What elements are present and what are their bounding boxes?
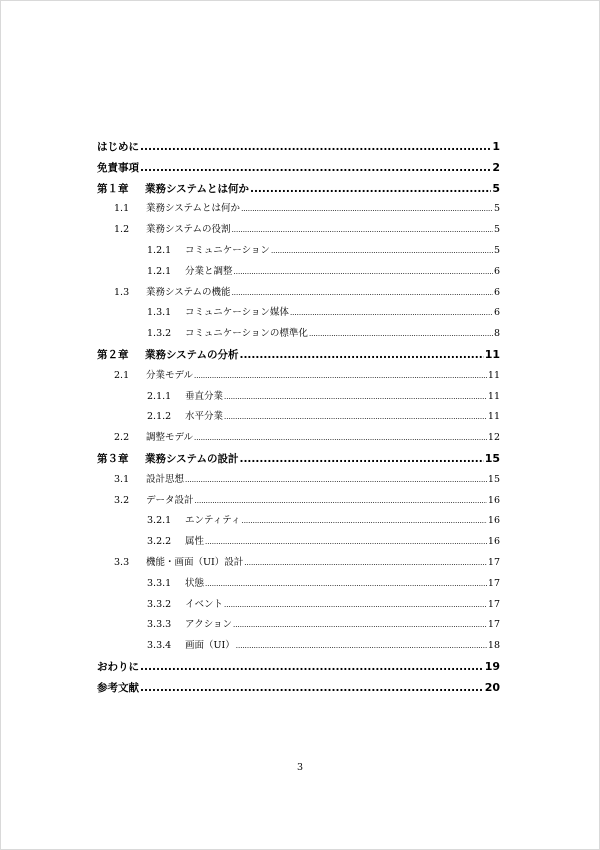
toc-entry-title: エンティティ [185,515,241,527]
toc-dot-leader [250,179,491,200]
toc-entry-title: 垂直分業 [185,390,224,402]
toc-entry-title: 水平分業 [185,411,224,423]
toc-entry-page: 16 [487,515,500,527]
toc-section-entry[interactable] [97,366,500,387]
toc-section-entry[interactable] [97,428,500,449]
toc-entry-page: 20 [484,680,500,694]
toc-entry-title: 業務システムの分析 [145,348,239,361]
toc-entry-page: 11 [487,411,500,423]
toc-entry-number: 1.3 [114,286,130,298]
toc-subsection-entry[interactable] [97,532,500,553]
toc-dot-leader [232,283,493,304]
toc-entry-page: 17 [487,577,500,589]
toc-entry-number: 1.3.2 [147,328,172,340]
toc-entry-page: 2 [492,160,500,174]
toc-dot-leader [195,491,487,512]
toc-entry-title: 業務システムとは何か [146,203,241,215]
toc-subsection-entry[interactable] [97,407,500,428]
toc-entry-page: 5 [493,203,500,215]
toc-entry-title: 機能・画面（UI）設計 [146,556,244,568]
toc-chapter-entry[interactable] [97,179,500,200]
toc-subsection-entry[interactable] [97,636,500,657]
toc-subsection-entry[interactable] [97,387,500,408]
toc-entry-number: 2.1.2 [147,411,172,423]
toc-entry-page: 15 [487,473,500,485]
toc-entry-page: 6 [493,265,500,277]
toc-entry-title: 業務システムの機能 [146,286,231,298]
toc-chapter-entry[interactable] [97,678,500,699]
toc-dot-leader [140,158,491,179]
toc-subsection-entry[interactable] [97,595,500,616]
toc-entry-page: 16 [487,494,500,506]
toc-entry-page: 1 [492,140,500,153]
toc-dot-leader [239,345,483,366]
toc-entry-title: 属性 [185,536,205,548]
toc-entry-page: 6 [493,286,500,298]
toc-subsection-entry[interactable] [97,511,500,532]
toc-entry-page: 5 [493,224,500,236]
toc-entry-number: 3.3.1 [147,577,172,589]
toc-dot-leader [194,366,487,387]
toc-dot-leader [241,511,486,532]
page-number: 3 [296,762,304,773]
toc-entry-title: 業務システムの役割 [146,224,231,236]
toc-entry-title: 調整モデル [146,432,194,444]
toc-entry-title: 参考文献 [97,681,139,694]
toc-entry-number: 第２章 [97,348,129,361]
toc-entry-title: イベント [185,598,224,610]
toc-entry-number: 2.2 [114,432,130,444]
toc-chapter-entry[interactable] [97,158,500,179]
toc-dot-leader [271,241,493,262]
toc-entry-number: 1.1 [114,203,130,215]
toc-entry-number: 第３章 [97,452,129,465]
toc-entry-title: 設計思想 [146,473,185,485]
toc-dot-leader [244,553,487,574]
toc-subsection-entry[interactable] [97,262,500,283]
toc-dot-leader [205,532,487,553]
toc-chapter-entry[interactable] [97,449,500,470]
toc-subsection-entry[interactable] [97,303,500,324]
toc-section-entry[interactable] [97,470,500,491]
toc-chapter-entry[interactable] [97,657,500,678]
toc-entry-title: はじめに [97,141,139,153]
toc-entry-title: 業務システムの設計 [145,452,239,465]
toc-entry-number: 3.2 [114,494,130,506]
toc-dot-leader [224,595,487,616]
toc-entry-page: 17 [487,598,500,610]
toc-entry-title: 分業モデル [146,369,194,381]
toc-entry-page: 8 [493,328,500,340]
toc-entry-title: コミュニケーション [185,244,270,256]
toc-entry-page: 17 [487,556,500,568]
toc-subsection-entry[interactable] [97,324,500,345]
toc-dot-leader [239,449,483,470]
toc-entry-title: 免責事項 [97,161,139,174]
toc-entry-page: 12 [487,432,500,444]
toc-section-entry[interactable] [97,220,500,241]
toc-dot-leader [224,387,487,408]
toc-entry-title: 分業と調整 [185,265,233,277]
toc-entry-number: 3.3.3 [147,619,172,631]
toc-entry-page: 15 [484,451,500,465]
toc-entry-number: 1.3.1 [147,307,172,319]
toc-entry-title: データ設計 [146,494,194,506]
toc-dot-leader [232,220,493,241]
toc-entry-page: 18 [487,640,500,652]
toc-entry-title: 状態 [185,577,205,589]
table-of-contents [97,137,500,699]
toc-dot-leader [236,636,487,657]
toc-dot-leader [140,657,484,678]
toc-dot-leader [224,407,487,428]
toc-entry-number: 3.3 [114,556,130,568]
toc-entry-title: 業務システムとは何か [145,182,249,195]
toc-dot-leader [234,262,493,283]
toc-entry-title: おわりに [97,660,139,673]
toc-subsection-entry[interactable] [97,574,500,595]
toc-entry-page: 19 [484,659,500,673]
toc-entry-number: 第１章 [97,182,129,195]
toc-section-entry[interactable] [97,199,500,220]
toc-entry-number: 3.2.1 [147,515,172,527]
toc-entry-page: 11 [487,369,500,381]
toc-subsection-entry[interactable] [97,615,500,636]
toc-subsection-entry[interactable] [97,241,500,262]
toc-entry-page: 16 [487,536,500,548]
toc-entry-number: 2.1.1 [147,390,172,402]
toc-chapter-entry[interactable] [97,137,500,158]
toc-entry-number: 3.2.2 [147,536,172,548]
toc-dot-leader [185,470,487,491]
toc-entry-page: 5 [493,244,500,256]
toc-entry-title: 画面（UI） [185,640,235,652]
toc-entry-number: 2.1 [114,369,130,381]
toc-entry-title: アクション [185,619,233,631]
toc-entry-title: コミュニケーションの標準化 [185,328,308,340]
toc-dot-leader [290,303,493,324]
toc-entry-number: 3.3.2 [147,598,172,610]
toc-entry-title: コミュニケーション媒体 [185,307,289,319]
toc-dot-leader [309,324,493,345]
toc-entry-number: 1.2.1 [147,265,172,277]
toc-entry-page: 6 [493,307,500,319]
toc-entry-number: 3.3.4 [147,640,172,652]
toc-dot-leader [241,199,493,220]
toc-entry-page: 11 [487,390,500,402]
toc-dot-leader [205,574,487,595]
toc-section-entry[interactable] [97,491,500,512]
toc-dot-leader [194,428,487,449]
toc-section-entry[interactable] [97,553,500,574]
toc-entry-page: 11 [484,347,500,361]
toc-entry-number: 1.2.1 [147,244,172,256]
toc-dot-leader [140,678,484,699]
toc-section-entry[interactable] [97,283,500,304]
toc-dot-leader [233,615,487,636]
toc-entry-page: 5 [492,181,500,195]
toc-chapter-entry[interactable] [97,345,500,366]
toc-entry-number: 1.2 [114,224,130,236]
toc-entry-number: 3.1 [114,473,130,485]
toc-entry-page: 17 [487,619,500,631]
toc-dot-leader [140,137,491,158]
